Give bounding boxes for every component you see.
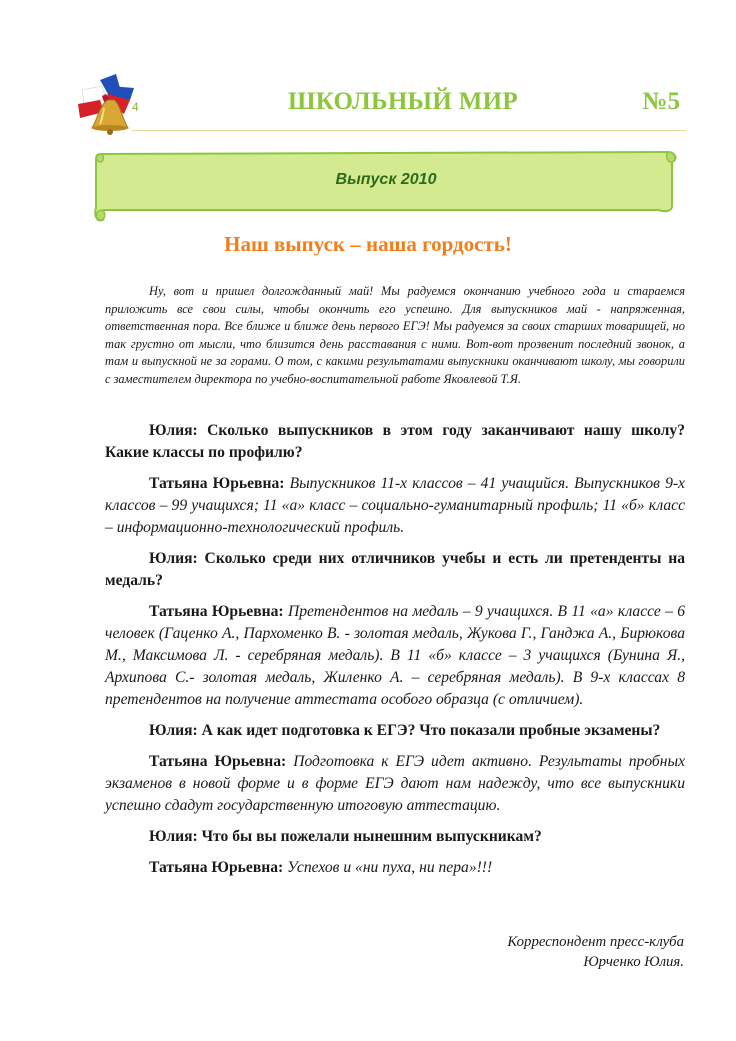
question-text: Юлия: Что бы вы пожелали нынешним выпускникам? [149, 828, 542, 845]
header-divider [132, 130, 686, 131]
interview [105, 420, 685, 888]
article-headline: Наш выпуск – наша гордость! [224, 232, 512, 256]
interview-answer [105, 751, 685, 817]
banner-label: Выпуск 2010 [335, 171, 437, 188]
interview-question [105, 720, 685, 742]
answer-speaker: Татьяна Юрьевна: [149, 859, 284, 876]
magazine-title: ШКОЛЬНЫЙ МИР [288, 88, 518, 115]
issue-number: №5 [642, 88, 680, 115]
answer-text: Претендентов на медаль – 9 учащихся. В 11 «а» классе – 6 человек (Гаценко А., Пархоменко В. - золотая медаль, Жукова Г., Ганджа А., Бирюкова М., Максимова Л. - серебряная медаль). В 11 «б» классе – 3 учащихся (Бунина Я., Архипова С.- золотая медаль, Жиленко А. – серебряная медаль). В 9-х классах 8 претендентов на получение аттестата особого образца (с отличием). [105, 603, 685, 708]
interview-answer [105, 473, 685, 539]
interview-answer [105, 601, 685, 711]
question-text: Юлия: А как идет подготовка к ЕГЭ? Что показали пробные экзамены? [149, 722, 661, 739]
page-header [70, 66, 686, 136]
page-number: 4 [132, 100, 139, 114]
answer-speaker: Татьяна Юрьевна: [149, 603, 284, 620]
question-text: Юлия: Сколько среди них отличников учебы и есть ли претенденты на медаль? [105, 550, 685, 589]
question-text: Юлия: Сколько выпускников в этом году заканчивают нашу школу? Какие классы по профилю? [105, 422, 685, 461]
interview-answer [105, 857, 685, 879]
signature-role: Корреспондент пресс-клуба [507, 934, 684, 950]
interview-question [105, 826, 685, 848]
answer-text: Выпускников 11-х классов – 41 учащийся. Выпускников 9-х классов – 99 учащихся; 11 «а» класс – социально-гуманитарный профиль; 11 «б» класс – информационно-технологический профиль. [105, 475, 685, 536]
interview-question [105, 548, 685, 592]
article-intro: Ну, вот и пришел долгожданный май! Мы радуемся окончанию учебного года и стараемся приложить все свои силы, чтобы окончить его успешно. Для выпускников май - напряженная, ответственная пора. Все ближе и ближе день первого ЕГЭ! Мы радуемся за своих старших товарищей, но так грустно от мысли, что близится день расставания с ними. Вот-вот прозвенит последний звонок, а там и выпускной не за горами. О том, с какими результатами выпускники оканчивают школу, мы говорили с заместителем директора по учебно-воспитательной работе Яковлевой Т.Я. [105, 284, 685, 386]
interview-question [105, 420, 685, 464]
signature-name: Юрченко Юлия. [583, 954, 684, 970]
scroll-banner [92, 144, 680, 222]
answer-speaker: Татьяна Юрьевна: [149, 753, 287, 770]
answer-text: Успехов и «ни пуха, ни пера»!!! [287, 859, 493, 876]
bell-icon [70, 70, 140, 136]
answer-text: Подготовка к ЕГЭ идет активно. Результаты пробных экзаменов в новой форме и в форме ЕГЭ дают нам надежду, что все выпускники успешно сдадут государственную итоговую аттестацию. [105, 753, 685, 814]
answer-speaker: Татьяна Юрьевна: [149, 475, 285, 492]
article-signature [507, 932, 684, 972]
